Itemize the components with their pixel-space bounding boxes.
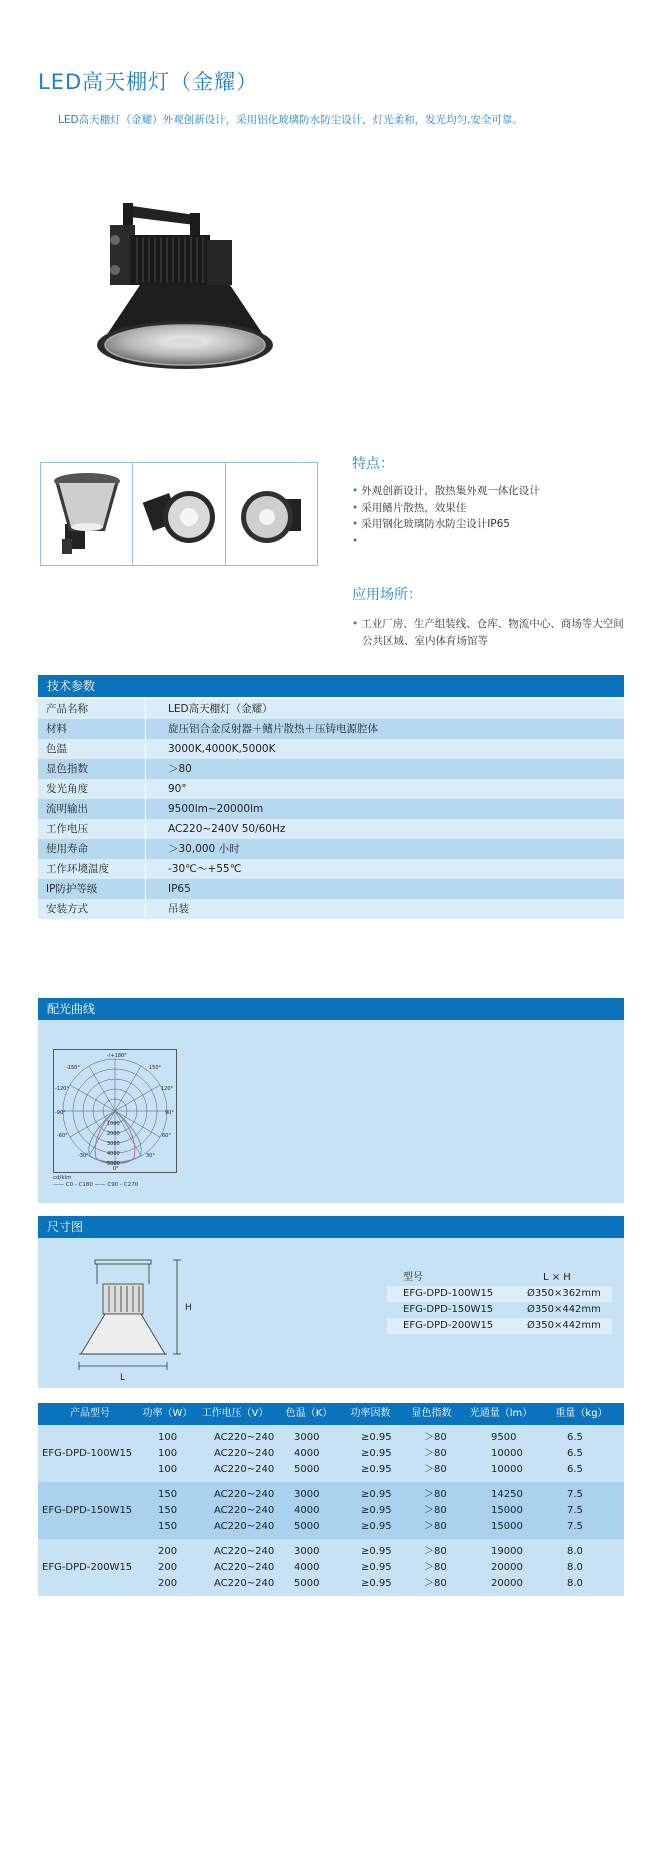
cell-cct: 4000	[294, 1562, 320, 1573]
product-row	[142, 1544, 624, 1560]
product-model: EFG-DPD-150W15	[42, 1505, 133, 1516]
product-model: EFG-DPD-100W15	[42, 1448, 133, 1459]
cell-pf: ≥0.95	[361, 1489, 392, 1500]
intro-text: LED高天棚灯（金耀）外观创新设计，采用铝化玻璃防水防尘设计，灯光柔和，发光均匀,安全可靠。	[58, 114, 523, 126]
spec-value: -30℃～+55℃	[168, 863, 242, 875]
cell-cri: ＞80	[424, 1546, 447, 1557]
col-lumen: 光通量（lm）	[469, 1408, 533, 1419]
angle-label: 90°	[165, 1110, 174, 1116]
cell-weight: 8.0	[567, 1578, 583, 1589]
cell-lumen: 10000	[491, 1448, 523, 1459]
radial-label: 4000	[107, 1151, 120, 1157]
cell-voltage: AC220~240	[214, 1464, 275, 1475]
cell-power: 100	[158, 1464, 178, 1475]
applications-text-content: 工业厂房、生产组装线、仓库、物流中心、商场等大空间公共区域、室内体育场馆等	[361, 618, 624, 647]
product-row	[142, 1576, 624, 1592]
dim-col-model: 型号	[403, 1272, 423, 1283]
cell-lumen: 10000	[491, 1464, 523, 1475]
polar-chart-frame	[53, 1049, 177, 1173]
polar-chart	[54, 1050, 176, 1172]
spec-key: 显色指数	[38, 759, 146, 779]
cell-cri: ＞80	[424, 1432, 447, 1443]
polar-unit: cd/klm	[53, 1175, 72, 1181]
angle-label: -30°	[78, 1153, 89, 1159]
cell-lumen: 9500	[491, 1432, 517, 1443]
angle-label: 60°	[162, 1133, 171, 1139]
polar-legend-text: —— C0 - C180 —— C90 - C270	[53, 1182, 139, 1188]
cell-power: 200	[158, 1578, 178, 1589]
spec-value: IP65	[168, 883, 191, 895]
spec-value: 9500lm~20000lm	[168, 803, 264, 815]
thumbnail-angle[interactable]	[226, 463, 317, 565]
cell-pf: ≥0.95	[361, 1464, 392, 1475]
col-pf: 功率因数	[350, 1408, 391, 1419]
spec-key: IP防护等级	[38, 879, 146, 899]
lamp-angle-icon	[231, 469, 311, 559]
cell-power: 150	[158, 1521, 178, 1532]
cell-power: 150	[158, 1489, 178, 1500]
cell-power: 200	[158, 1546, 178, 1557]
thumbnail-front[interactable]	[41, 463, 133, 565]
cell-lumen: 14250	[491, 1489, 523, 1500]
cell-lumen: 20000	[491, 1562, 523, 1573]
lamp-side-icon	[139, 469, 219, 559]
cell-cct: 5000	[294, 1521, 320, 1532]
radial-label: 5000	[107, 1161, 120, 1167]
cell-voltage: AC220~240	[214, 1432, 275, 1443]
spec-value: 吊装	[168, 903, 189, 915]
dim-model: EFG-DPD-200W15	[403, 1320, 494, 1331]
cell-cri: ＞80	[424, 1489, 447, 1500]
spec-value: 90°	[168, 783, 187, 795]
cell-pf: ≥0.95	[361, 1448, 392, 1459]
dimension-drawing	[73, 1254, 203, 1384]
spec-key: 色温	[38, 739, 146, 759]
cell-weight: 7.5	[567, 1521, 583, 1532]
cell-cct: 5000	[294, 1578, 320, 1589]
angle-label: -90°	[55, 1110, 66, 1116]
product-row	[142, 1487, 624, 1503]
angle-label: -150°	[66, 1065, 80, 1071]
product-row	[142, 1446, 624, 1462]
cell-voltage: AC220~240	[214, 1521, 275, 1532]
angle-label: 0°	[113, 1166, 119, 1172]
angle-label: -120°	[55, 1086, 69, 1092]
spec-value: AC220~240V 50/60Hz	[168, 823, 286, 835]
cell-cri: ＞80	[424, 1578, 447, 1589]
spec-row	[38, 779, 624, 799]
specs-table	[38, 699, 624, 919]
product-table-body	[38, 1425, 624, 1596]
product-row	[142, 1560, 624, 1576]
dimension-row	[387, 1286, 612, 1302]
product-thumbnails	[40, 462, 318, 566]
spec-key: 使用寿命	[38, 839, 146, 859]
cell-lumen: 15000	[491, 1521, 523, 1532]
spec-row	[38, 839, 624, 859]
spec-value: ＞30,000 小时	[168, 843, 240, 855]
product-group	[38, 1482, 624, 1539]
applications-text	[352, 616, 632, 650]
dim-model: EFG-DPD-100W15	[403, 1288, 494, 1299]
cell-cct: 4000	[294, 1505, 320, 1516]
product-hero-image	[95, 195, 280, 410]
features-title: 特点：	[352, 456, 394, 472]
cell-pf: ≥0.95	[361, 1578, 392, 1589]
col-cct: 色温（K）	[285, 1408, 333, 1419]
spec-row	[38, 699, 624, 719]
cell-lumen: 15000	[491, 1505, 523, 1516]
product-row	[142, 1462, 624, 1478]
dim-size: Ø350×442mm	[527, 1304, 601, 1315]
polar-legend	[53, 1175, 138, 1189]
cell-pf: ≥0.95	[361, 1432, 392, 1443]
spec-row	[38, 759, 624, 779]
spec-key: 材料	[38, 719, 146, 739]
angle-label: 30°	[146, 1153, 155, 1159]
cell-cri: ＞80	[424, 1562, 447, 1573]
cell-power: 150	[158, 1505, 178, 1516]
spec-value: LED高天棚灯（金耀）	[168, 703, 273, 715]
cell-lumen: 19000	[491, 1546, 523, 1557]
cell-power: 100	[158, 1448, 178, 1459]
spec-row	[38, 899, 624, 919]
cell-voltage: AC220~240	[214, 1546, 275, 1557]
product-table-header	[38, 1403, 624, 1425]
cell-weight: 7.5	[567, 1505, 583, 1516]
spec-key: 流明输出	[38, 799, 146, 819]
spec-value: 旋压铝合金反射器＋鳍片散热＋压铸电源腔体	[168, 723, 378, 735]
feature-item: • 采用钢化玻璃防水防尘设计IP65	[352, 516, 540, 533]
spec-row	[38, 799, 624, 819]
spec-key: 安装方式	[38, 899, 146, 919]
angle-label: -/+180°	[107, 1053, 127, 1059]
light-curve-panel	[38, 1020, 624, 1203]
cell-pf: ≥0.95	[361, 1521, 392, 1532]
cell-weight: 6.5	[567, 1448, 583, 1459]
dimensions-table-header	[387, 1270, 612, 1286]
dimension-row	[387, 1318, 612, 1334]
product-group	[38, 1425, 624, 1482]
cell-cct: 3000	[294, 1546, 320, 1557]
cell-cct: 5000	[294, 1464, 320, 1475]
dimension-row	[387, 1302, 612, 1318]
cell-power: 200	[158, 1562, 178, 1573]
cell-cct: 3000	[294, 1432, 320, 1443]
dim-col-size: L × H	[543, 1272, 571, 1283]
features-list	[352, 483, 540, 549]
col-power: 功率（W）	[142, 1408, 193, 1419]
angle-label: 150°	[149, 1065, 162, 1071]
lamp-front-icon	[47, 469, 127, 559]
cell-pf: ≥0.95	[361, 1505, 392, 1516]
spec-value: 3000K,4000K,5000K	[168, 743, 276, 755]
product-row	[142, 1519, 624, 1535]
dimensions-table	[387, 1270, 612, 1334]
dimensions-panel	[38, 1238, 624, 1388]
cell-weight: 6.5	[567, 1464, 583, 1475]
cell-cct: 3000	[294, 1489, 320, 1500]
col-voltage: 工作电压（V）	[201, 1408, 269, 1419]
dimensions-header: 尺寸图	[38, 1216, 624, 1238]
cell-cri: ＞80	[424, 1505, 447, 1516]
thumbnail-side[interactable]	[133, 463, 225, 565]
radial-label: 3000	[107, 1141, 120, 1147]
spec-value: ＞80	[168, 763, 192, 775]
cell-weight: 6.5	[567, 1432, 583, 1443]
radial-label: 1000	[107, 1121, 120, 1127]
spec-row	[38, 819, 624, 839]
dim-size: Ø350×362mm	[527, 1288, 601, 1299]
spec-row	[38, 859, 624, 879]
spec-row	[38, 719, 624, 739]
col-model: 产品型号	[70, 1408, 110, 1419]
dim-model: EFG-DPD-150W15	[403, 1304, 494, 1315]
cell-weight: 8.0	[567, 1562, 583, 1573]
spec-row	[38, 879, 624, 899]
angle-label: -60°	[57, 1133, 68, 1139]
col-cri: 显色指数	[411, 1408, 452, 1419]
light-curve-header: 配光曲线	[38, 998, 624, 1020]
cell-weight: 7.5	[567, 1489, 583, 1500]
cell-pf: ≥0.95	[361, 1546, 392, 1557]
product-group	[38, 1539, 624, 1596]
cell-power: 100	[158, 1432, 178, 1443]
cell-lumen: 20000	[491, 1578, 523, 1589]
feature-item	[352, 533, 540, 550]
product-table	[38, 1403, 624, 1596]
cell-voltage: AC220~240	[214, 1448, 275, 1459]
radial-label: 2000	[107, 1131, 120, 1137]
cell-cct: 4000	[294, 1448, 320, 1459]
length-label: L	[120, 1373, 126, 1383]
height-label: H	[185, 1303, 192, 1313]
spec-key: 发光角度	[38, 779, 146, 799]
spec-key: 工作环境温度	[38, 859, 146, 879]
cell-cri: ＞80	[424, 1448, 447, 1459]
cell-weight: 8.0	[567, 1546, 583, 1557]
spec-key: 产品名称	[38, 699, 146, 719]
feature-item: • 外观创新设计，散热集外观一体化设计	[352, 483, 540, 500]
cell-cri: ＞80	[424, 1464, 447, 1475]
cell-voltage: AC220~240	[214, 1578, 275, 1589]
product-row	[142, 1503, 624, 1519]
col-weight: 重量（kg）	[555, 1408, 608, 1419]
spec-key: 工作电压	[38, 819, 146, 839]
page-title: LED高天棚灯（金耀）	[38, 70, 259, 94]
specs-header: 技术参数	[38, 675, 624, 697]
product-model: EFG-DPD-200W15	[42, 1562, 133, 1573]
dim-size: Ø350×442mm	[527, 1320, 601, 1331]
cell-cri: ＞80	[424, 1521, 447, 1532]
cell-voltage: AC220~240	[214, 1489, 275, 1500]
applications-title: 应用场所：	[352, 587, 422, 603]
product-row	[142, 1430, 624, 1446]
spec-row	[38, 739, 624, 759]
angle-label: 120°	[161, 1086, 174, 1092]
cell-pf: ≥0.95	[361, 1562, 392, 1573]
cell-voltage: AC220~240	[214, 1562, 275, 1573]
feature-item: • 采用鳍片散热，效果佳	[352, 500, 540, 517]
cell-voltage: AC220~240	[214, 1505, 275, 1516]
